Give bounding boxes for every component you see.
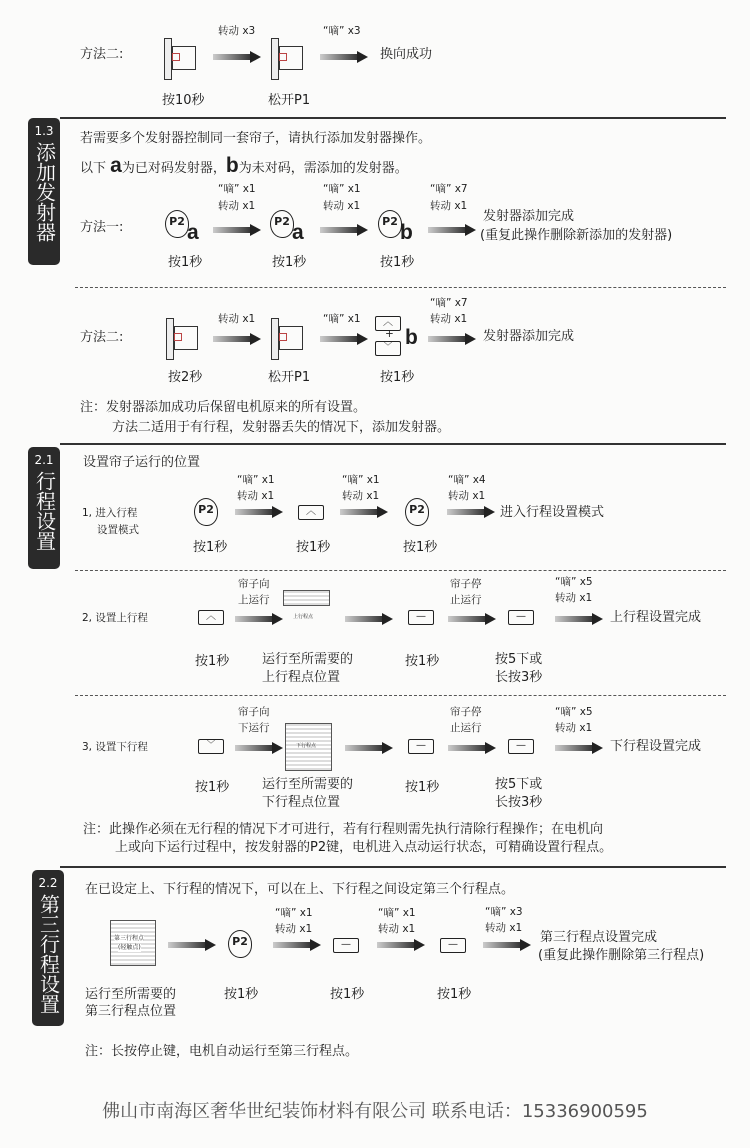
direction-label: 止运行: [450, 594, 482, 606]
step-caption: 松开P1: [268, 370, 311, 385]
section-tab-2-2: [32, 870, 64, 1026]
arrow-label: 转动 x1: [430, 313, 468, 325]
stop-key-icon: —: [408, 739, 434, 754]
section-title: 行程设置: [32, 471, 57, 551]
up-key-icon: ︿: [198, 610, 224, 625]
arrow-label: 转动 x1: [555, 592, 593, 604]
dashed-divider: [75, 287, 726, 288]
arrow-right-icon: [377, 940, 425, 950]
section-tab-1-3: [28, 118, 60, 265]
p2-key-icon: P2: [165, 210, 189, 238]
letter: a: [187, 221, 199, 244]
p2-key-icon: P2: [228, 930, 252, 958]
letter-b: b: [405, 326, 418, 349]
section-number: 2.1: [34, 453, 54, 467]
arrow-label: 转动 x1: [218, 200, 256, 212]
step-caption: 按1秒: [193, 540, 228, 555]
arrow-right-icon: [273, 940, 321, 950]
motor-button-icon: [265, 318, 305, 360]
step-caption: 按1秒: [330, 987, 365, 1002]
arrow-label: 转动 x1: [485, 922, 523, 934]
arrow-right-icon: [168, 940, 216, 950]
step-caption: 按1秒: [195, 654, 230, 669]
result-note: (重复此操作删除第三行程点): [538, 948, 705, 963]
direction-label: 帘子向: [238, 578, 270, 590]
step-caption: 按10秒: [162, 93, 205, 108]
text: 为未对码，需添加的发射器。: [238, 161, 408, 176]
row-label: 3, 设置下行程: [82, 741, 148, 753]
arrow-right-icon: [340, 507, 388, 517]
diagram-label: 第三行程点: [114, 935, 145, 942]
arrow-label: 转动 x1: [555, 722, 593, 734]
section-tab-2-1: [28, 447, 60, 569]
result-text: 第三行程点设置完成: [540, 930, 658, 945]
curtain-diagram: [110, 920, 156, 966]
arrow-label: “嘀” x1: [323, 313, 361, 325]
step-caption: 按1秒: [296, 540, 331, 555]
method-label: 方法二:: [80, 47, 124, 62]
section-title: 添加发射器: [32, 142, 57, 242]
letter-a: a: [110, 154, 122, 177]
stop-key-icon: —: [333, 938, 359, 953]
step-caption: 按5下或: [495, 777, 543, 792]
arrow-right-icon: [483, 940, 531, 950]
down-key-icon: ﹀: [375, 341, 401, 356]
up-key-icon: ︿: [298, 505, 324, 520]
arrow-right-icon: [555, 614, 603, 624]
step-caption: 运行至所需要的: [262, 652, 354, 667]
arrow-label: 转动 x1: [275, 923, 313, 935]
letter: a: [292, 221, 304, 244]
intro-text: 若需要多个发射器控制同一套帘子，请执行添加发射器操作。: [80, 131, 432, 146]
direction-label: 帘子停: [450, 578, 482, 590]
intro-text: 在已设定上、下行程的情况下，可以在上、下行程之间设定第三个行程点。: [85, 882, 515, 897]
step-caption: 长按3秒: [495, 670, 543, 685]
arrow-right-icon: [447, 507, 495, 517]
result-text: 上行程设置完成: [610, 610, 702, 625]
step-caption: 按1秒: [272, 255, 307, 270]
arrow-label: “嘀” x1: [323, 183, 361, 195]
diagram-label: 上行程点: [293, 614, 314, 620]
arrow-right-icon: [428, 225, 476, 235]
step-caption: 运行至所需要的: [262, 777, 354, 792]
section-number: 1.3: [34, 124, 54, 138]
arrow-label: 转动 x1: [218, 313, 256, 325]
letter-b: b: [225, 154, 239, 177]
stop-key-icon: —: [408, 610, 434, 625]
arrow-label: 转动 x1: [430, 200, 468, 212]
dashed-divider: [75, 570, 726, 571]
motor-button-icon: [265, 38, 305, 80]
note-text: 方法二适用于有行程，发射器丢失的情况下，添加发射器。: [112, 420, 451, 435]
arrow-right-icon: [235, 743, 283, 753]
arrow-label: 转动 x1: [342, 490, 380, 502]
arrow-right-icon: [213, 334, 261, 344]
result-text: 发射器添加完成: [483, 329, 575, 344]
company-footer: 佛山市南海区奢华世纪装饰材料有限公司 联系电话：15336900595: [102, 1101, 648, 1122]
arrow-right-icon: [555, 743, 603, 753]
letter: b: [400, 221, 413, 244]
step-caption: 上行程点位置: [262, 670, 341, 685]
diagram-label: (轻触点): [118, 944, 141, 951]
intro-text: [80, 153, 408, 179]
step-caption: 按1秒: [437, 987, 472, 1002]
arrow-label: “嘀” x7: [430, 183, 468, 195]
arrow-label: “嘀” x7: [430, 297, 468, 309]
step-caption: 按5下或: [495, 652, 543, 667]
step-caption: 下行程点位置: [262, 795, 341, 810]
stop-key-icon: —: [508, 610, 534, 625]
arrow-right-icon: [320, 225, 368, 235]
step-caption: 按2秒: [168, 370, 203, 385]
direction-label: 帘子停: [450, 706, 482, 718]
up-key-icon: ︿: [375, 316, 401, 331]
step-caption: 运行至所需要的: [85, 987, 177, 1002]
result-text: 换向成功: [380, 47, 433, 62]
note-text: 注：此操作必须在无行程的情况下才可进行，若有行程则需先执行清除行程操作；在电机向: [83, 822, 604, 837]
arrow-label: “嘀” x5: [555, 706, 593, 718]
arrow-right-icon: [213, 225, 261, 235]
arrow-label: “嘀” x3: [323, 25, 361, 37]
dashed-divider: [75, 695, 726, 696]
note-text: 上或向下运行过程中，按发射器的P2键，电机进入点动运行状态，可精确设置行程点。: [115, 840, 613, 855]
result-note: (重复此操作删除新添加的发射器): [480, 228, 673, 243]
step-caption: 按1秒: [380, 255, 415, 270]
plus-sign: +: [385, 328, 394, 340]
arrow-label: 转动 x1: [378, 923, 416, 935]
row-label: 1, 进入行程: [82, 507, 138, 519]
intro-text: 设置帘子运行的位置: [83, 455, 201, 470]
stop-key-icon: —: [508, 739, 534, 754]
section-title: 第三行程设置: [36, 894, 61, 1014]
arrow-right-icon: [345, 614, 393, 624]
method-label: 方法二:: [80, 330, 124, 345]
arrow-right-icon: [448, 614, 496, 624]
arrow-right-icon: [320, 52, 368, 62]
step-caption: 按1秒: [405, 780, 440, 795]
arrow-right-icon: [345, 743, 393, 753]
section-divider: [60, 866, 726, 868]
direction-label: 止运行: [450, 722, 482, 734]
method-label: 方法一:: [80, 220, 124, 235]
step-caption: 松开P1: [268, 93, 311, 108]
arrow-label: 转动 x1: [448, 490, 486, 502]
curtain-diagram: [283, 590, 330, 606]
text: 为已对码发射器，: [121, 161, 226, 176]
arrow-label: 转动 x1: [323, 200, 361, 212]
step-caption: 按1秒: [168, 255, 203, 270]
diagram-label: 下行程点: [296, 743, 317, 749]
direction-label: 上运行: [238, 594, 270, 606]
p2-key-icon: P2: [378, 210, 402, 238]
direction-label: 下运行: [238, 722, 270, 734]
arrow-label: “嘀” x1: [218, 183, 256, 195]
text: 以下: [80, 161, 107, 176]
arrow-label: “嘀” x5: [555, 576, 593, 588]
step-caption: 按1秒: [380, 370, 415, 385]
arrow-right-icon: [235, 507, 283, 517]
p2-key-icon: P2: [194, 498, 218, 526]
step-caption: 长按3秒: [495, 795, 543, 810]
note-text: 注：发射器添加成功后保留电机原来的所有设置。: [80, 400, 367, 415]
arrow-label: “嘀” x1: [342, 474, 380, 486]
arrow-label: 转动 x1: [237, 490, 275, 502]
motor-button-icon: [158, 38, 198, 80]
step-caption: 按1秒: [405, 654, 440, 669]
arrow-right-icon: [235, 614, 283, 624]
arrow-right-icon: [213, 52, 261, 62]
motor-button-icon: [160, 318, 200, 360]
section-divider: [60, 443, 726, 445]
stop-key-icon: —: [440, 938, 466, 953]
row-label: 2, 设置上行程: [82, 612, 148, 624]
arrow-label: 转动 x3: [218, 25, 256, 37]
step-caption: 按1秒: [224, 987, 259, 1002]
result-text: 进入行程设置模式: [500, 505, 605, 520]
result-text: 下行程设置完成: [610, 739, 702, 754]
arrow-label: “嘀” x1: [237, 474, 275, 486]
step-caption: 按1秒: [195, 780, 230, 795]
row-label: 设置模式: [97, 524, 139, 536]
arrow-label: “嘀” x1: [275, 907, 313, 919]
down-key-icon: ﹀: [198, 739, 224, 754]
section-divider: [60, 117, 726, 119]
step-caption: 第三行程点位置: [85, 1004, 177, 1019]
direction-label: 帘子向: [238, 706, 270, 718]
result-text: 发射器添加完成: [483, 209, 575, 224]
arrow-label: “嘀” x4: [448, 474, 486, 486]
note-text: 注：长按停止键，电机自动运行至第三行程点。: [85, 1044, 359, 1059]
arrow-label: “嘀” x3: [485, 906, 523, 918]
p2-key-icon: P2: [405, 498, 429, 526]
section-number: 2.2: [38, 876, 58, 890]
arrow-label: “嘀” x1: [378, 907, 416, 919]
arrow-right-icon: [320, 334, 368, 344]
p2-key-icon: P2: [270, 210, 294, 238]
step-caption: 按1秒: [403, 540, 438, 555]
arrow-right-icon: [448, 743, 496, 753]
arrow-right-icon: [428, 334, 476, 344]
